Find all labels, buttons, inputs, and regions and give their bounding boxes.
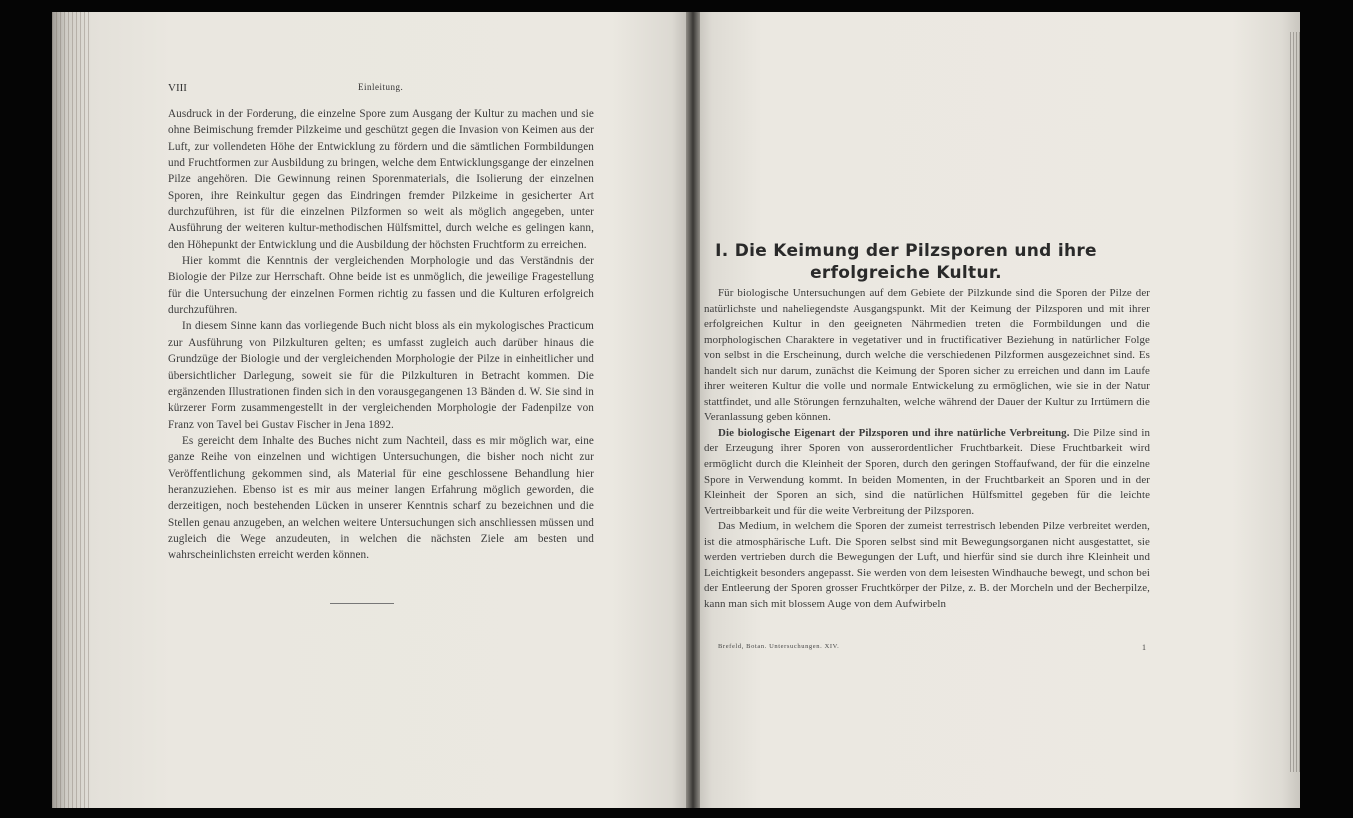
paragraph: Hier kommt die Kenntnis der vergleichenden Morphologie und das Verständnis der Biologie der Pilze zur Herrschaft. Ohne beide ist es unmöglich, die jeweilige Fragestellung für die Untersuchung der einzelnen Formen richtig zu fassen und die Kulturen erfolgreich durchzuführen. <box>168 255 594 317</box>
paragraph: Es gereicht dem Inhalte des Buches nicht zum Nachteil, dass es mir möglich war, eine ganze Reihe von einzelnen und wichtigen Untersuchungen, die bisher noch nicht zur Veröffentlichung gekommen sind, als Material für eine geschlossene Behandlung hier heranzuziehen. Ebenso ist es mir aus meiner langen Erfahrung möglich geworden, die derzeitigen, noch bestehenden Lücken in unserer Kenntnis scharf zu bezeichnen und die Stellen genau anzugeben, an welchen weitere Untersuchungen sich anschliessen müssen und zugleich die Wege anzudeuten, in welchen die nächsten Ziele am besten und wahrscheinlichsten erreicht werden können. <box>168 434 594 562</box>
book-gutter <box>686 12 700 808</box>
footer-citation: Brefeld, Botan. Untersuchungen. XIV. <box>718 643 840 650</box>
paragraph-text: Die Pilze sind in der Erzeugung ihrer Sporen von ausserordentlicher Fruchtbarkeit. Diese Fruchtbarkeit wird ermöglicht durch die Kleinheit der Sporen, durch den geringen Stoffaufwand, der für die einzelne Spore in Verwendung kommt. In beiden Momenten, in der Fruchtbarkeit an Sporen und in der Kleinheit der Sporen an sich, sind die natürlichen Hülfsmittel gegeben für die leichte Vertreibbarkeit und für die weite Verbreitung der Pilzsporen. <box>704 426 1151 517</box>
right-page-text <box>704 286 1150 612</box>
subheading: Die biologische Eigenart der Pilzsporen und ihre natürliche Verbreitung. <box>718 426 1070 439</box>
end-rule <box>330 603 394 604</box>
running-head-title: Einleitung. <box>358 82 404 92</box>
page-number-left: VIII <box>168 82 187 94</box>
chapter-title <box>686 240 1126 284</box>
paragraph: Das Medium, in welchem die Sporen der zumeist terrestrisch lebenden Pilze verbreitet werden, ist die atmosphärische Luft. Die Sporen selbst sind mit Bewegungsorganen nicht ausgestattet, sie werden vertrieben durch die Bewegungen der Luft, und hierfür sind sie durch ihre Kleinheit und Leichtigkeit besonders angepasst. Sie werden von dem leisesten Windhauche bewegt, und schon bei der Entleerung der Sporen grosser Fruchtkörper der Pilze, z. B. der Morcheln und der Becherpilze, kann man sich mit blossem Auge von dem Aufwirbeln <box>704 520 1150 610</box>
chapter-title-line: I. Die Keimung der Pilzsporen und ihre <box>715 241 1097 261</box>
paragraph: Ausdruck in der Forderung, die einzelne Spore zum Ausgang der Kultur zu machen und sie ohne Beimischung fremder Pilzkeime und geschützt gegen die Invasion von Keimen aus der Luft, zur vollendeten Höhe der Entwicklung zu fördern und die sämtlichen Formbildungen und Fruchtformen zur Ausbildung zu bringen, welche dem Entwicklungsgange der einzelnen Pilze angehören. Die Gewinnung reinen Sporenmaterials, die Isolierung der einzelnen Sporen, ihre Reinkultur gegen das Eindringen fremder Pilzkeime in gesicherter Art durchzuführen, ist für die einzelnen Pilzformen so weit als möglich angegeben, unter Ausführung der weiteren kultur-methodischen Hülfsmittel, durch welche es gelingen kann, den Höhepunkt der Entwicklung und die Ausbildung der höchsten Fruchtform zu erreichen. <box>168 108 594 251</box>
page-number-right: 1 <box>1142 643 1146 652</box>
paragraph: Für biologische Untersuchungen auf dem Gebiete der Pilzkunde sind die Sporen der Pilze der natürlichste und naheliegendste Ausgangspunkt. Mit der Keimung der Pilzsporen und mit ihrer erfolgreichen Kultur in den geeigneten Nährmedien treten die Formbildungen und die morphologischen Charaktere in vegetativer und in fructificativer Beziehung in natürlicher Folge von selbst in die Erscheinung, durch welche die verschiedenen Pilzformen ausgezeichnet sind. Es handelt sich nur darum, zunächst die Keimung der Sporen sicher zu erreichen und dann im Laufe ihrer weiteren Kultur die volle und normale Entwickelung zu ermöglichen, wie sie in der Natur stattfindet, und alle Störungen fernzuhalten, welche während der Dauer der Kultur zu Irrtümern die Veranlassung geben können. <box>704 287 1150 424</box>
page-edges <box>1290 32 1300 772</box>
running-head <box>168 82 588 98</box>
paragraph: In diesem Sinne kann das vorliegende Buch nicht bloss als ein mykologisches Practicum zur Ausführung von Pilzkulturen gelten; es umfasst zugleich auch darüber hinaus die Grundzüge der Biologie und der vergleichenden Morphologie der Pilze in einheitlicher und übersichtlicher Darlegung, soweit sie für die Pilzkulturen in Betracht kommen. Die ergänzenden Illustrationen finden sich in den vorausgegangenen 13 Bänden d. W. Sie sind in kürzerer Form zusammengestellt in der vergleichenden Morphologie der Fadenpilze von Franz von Tavel bei Gustav Fischer in Jena 1892. <box>168 320 594 431</box>
chapter-title-line: erfolgreiche Kultur. <box>810 263 1002 283</box>
left-page-text <box>168 106 594 564</box>
page-edges <box>52 12 92 808</box>
paragraph-with-subheading <box>704 426 1150 519</box>
